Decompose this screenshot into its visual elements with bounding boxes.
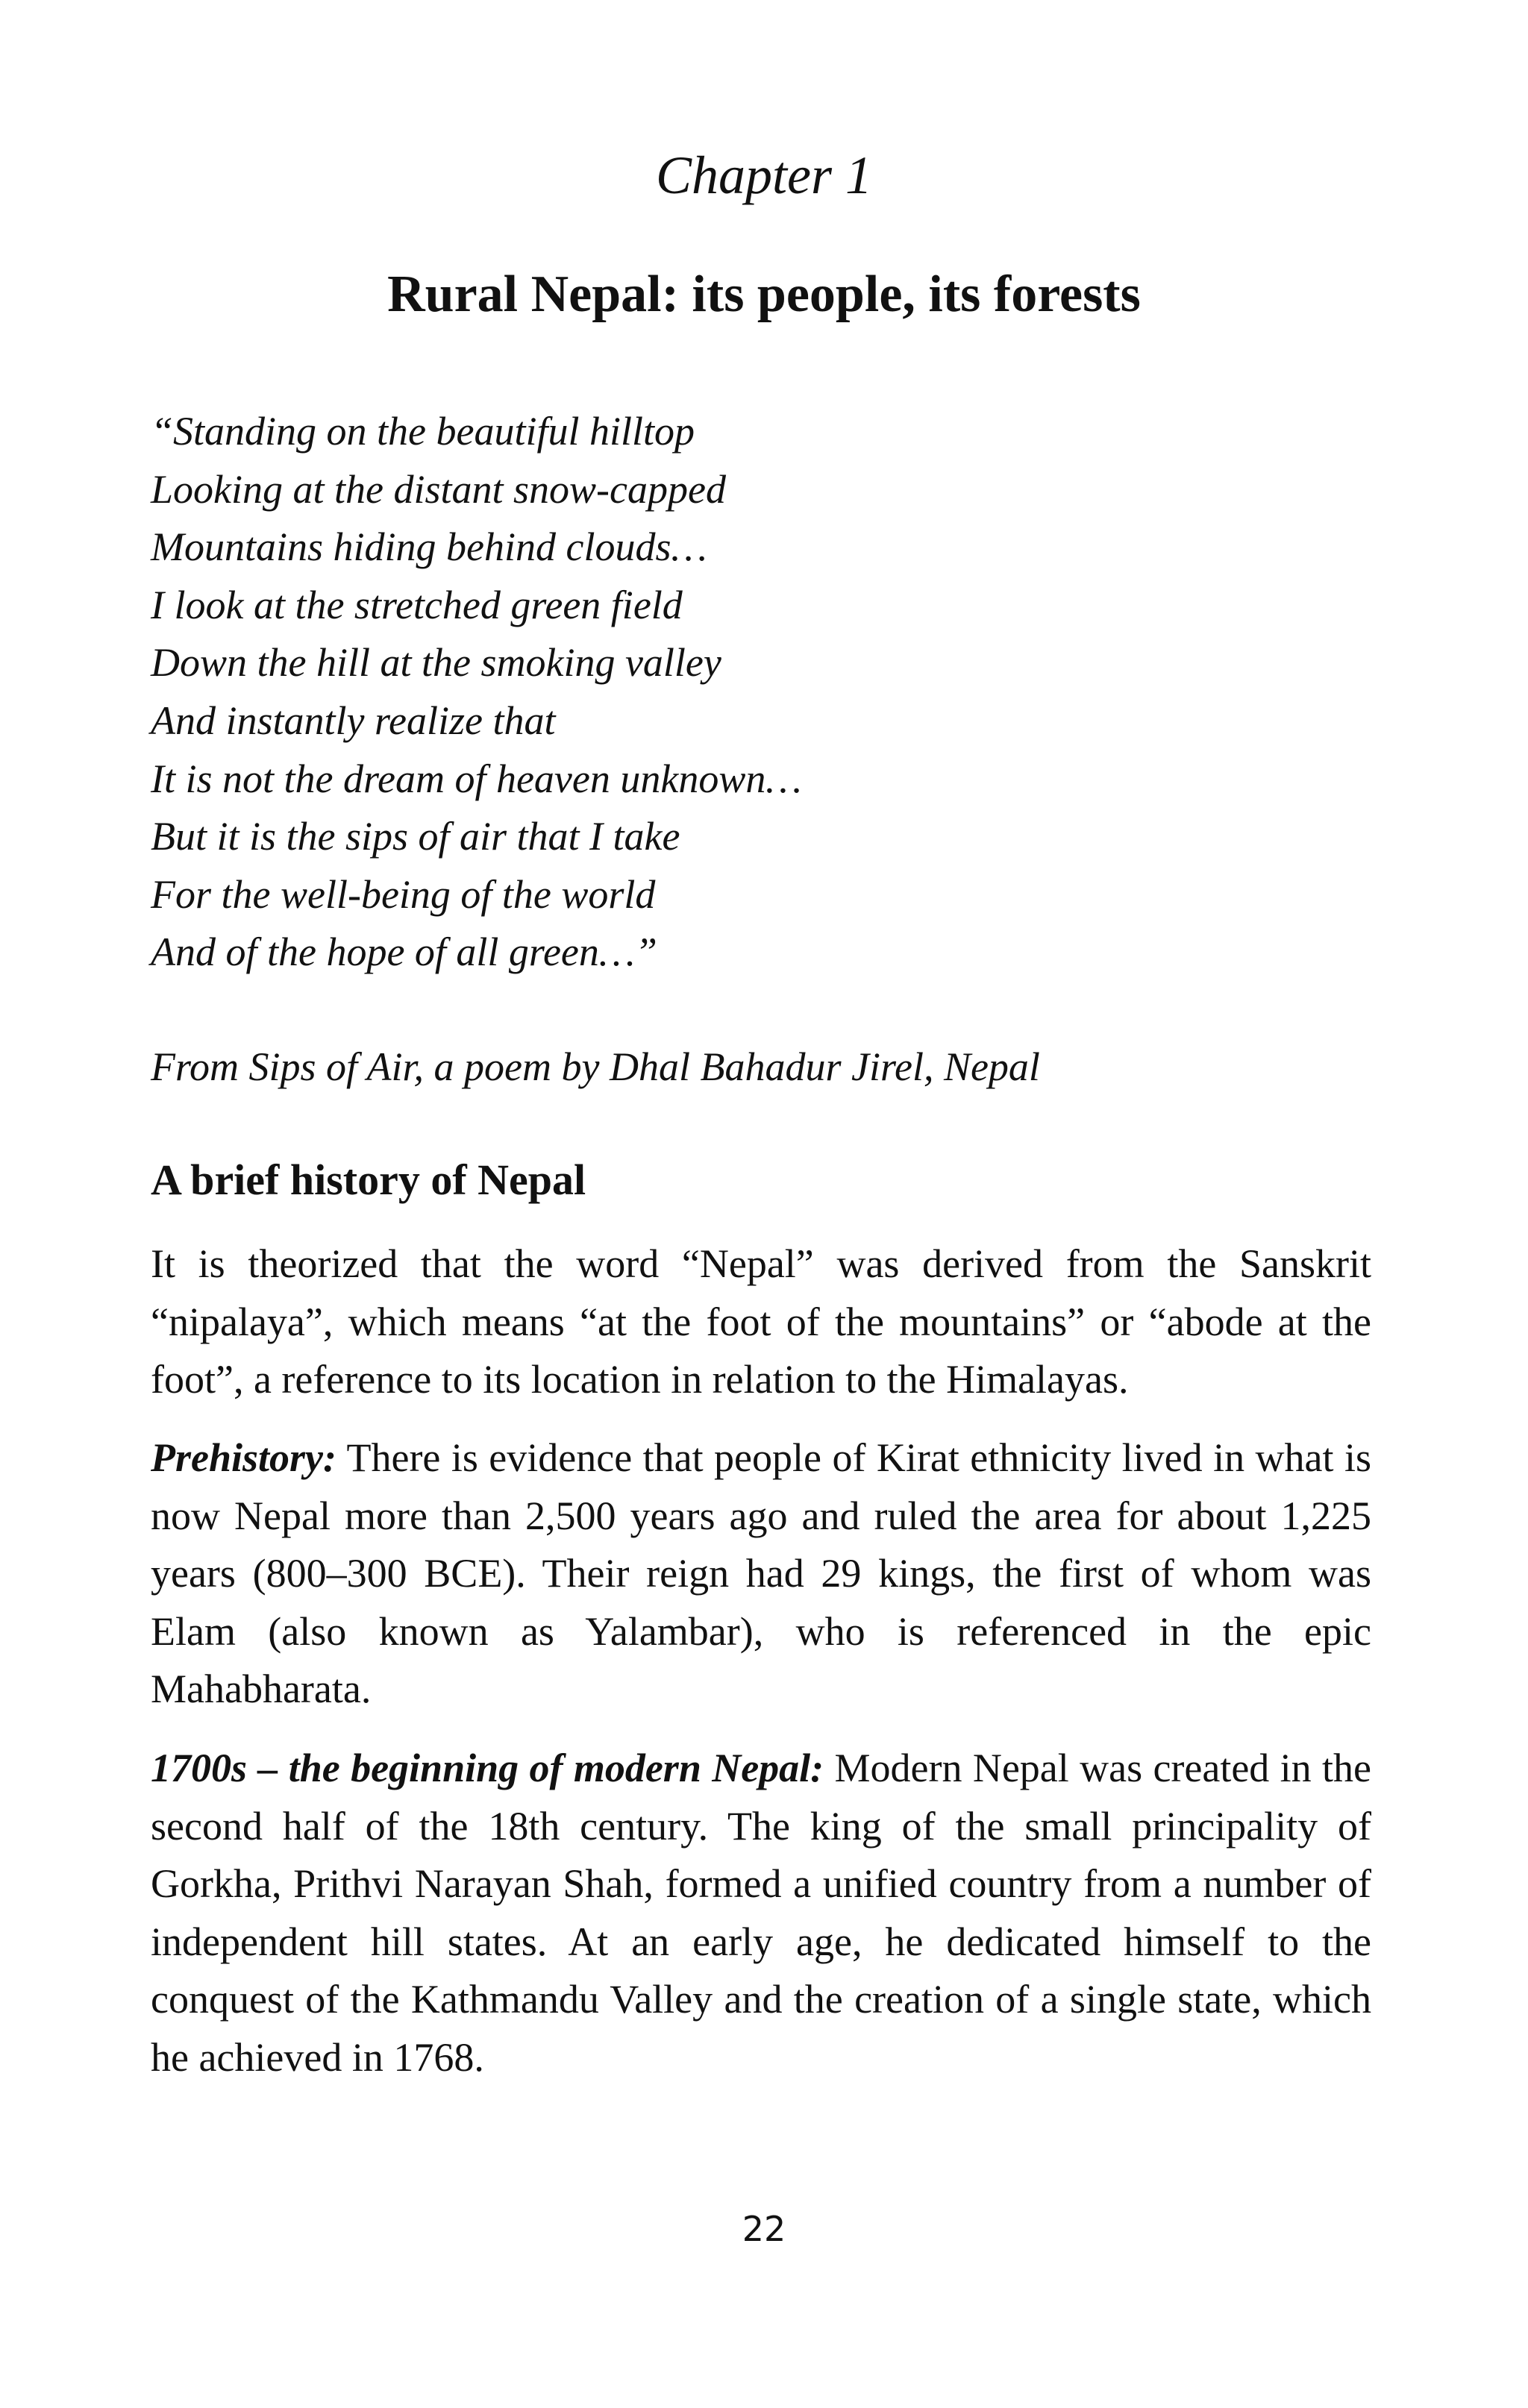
poem-line: And instantly realize that [151, 697, 556, 743]
prehistory-label: Prehistory: [151, 1435, 336, 1480]
epigraph-poem [151, 403, 1374, 982]
poem-line: Looking at the distant snow-capped [151, 466, 726, 512]
poem-line: For the well-being of the world [151, 871, 656, 917]
modern-nepal-label: 1700s – the beginning of modern Nepal: [151, 1746, 824, 1790]
chapter-title: Rural Nepal: its people, its forests [387, 266, 1141, 323]
poem-line: “Standing on the beautiful hilltop [151, 409, 695, 454]
prehistory-text: There is evidence that people of Kirat ethnicity lived in what is now Nepal more than 2,500 years ago and ruled the area for about 1,225 years (800–300 BCE). Their reign had 29 kings, the first of whom was Elam (also known as Yalambar), who is referenced in the epic Mahabharata. [151, 1435, 1371, 1711]
chapter-label: Chapter 1 [655, 145, 872, 205]
modern-nepal-paragraph [151, 1740, 1371, 2086]
poem-line: Mountains hiding behind clouds… [151, 524, 707, 570]
poem-attribution: From Sips of Air, a poem by Dhal Bahadur Jirel, Nepal [151, 1044, 1040, 1089]
intro-paragraph: It is theorized that the word “Nepal” was derived from the Sanskrit “nipalaya”, which means “at the foot of the mountains” or “abode at the foot”, a reference to its location in relation to the Himalayas. [151, 1241, 1371, 1402]
modern-nepal-text: Modern Nepal was created in the second half of the 18th century. The king of the small principality of Gorkha, Prithvi Narayan Shah, formed a unified country from a number of independent hill states. At an early age, he dedicated himself to the conquest of the Kathmandu Valley and the creation of a single state, which he achieved in 1768. [151, 1746, 1371, 2080]
poem-line: Down the hill at the smoking valley [151, 640, 721, 686]
poem-line: It is not the dream of heaven unknown… [151, 756, 802, 801]
poem-line: And of the hope of all green…” [151, 929, 657, 975]
prehistory-paragraph [151, 1429, 1371, 1719]
poem-line: But it is the sips of air that I take [151, 814, 680, 859]
section-heading: A brief history of Nepal [151, 1156, 586, 1204]
page-number: 22 [742, 2209, 786, 2249]
poem-line: I look at the stretched green field [151, 582, 683, 627]
